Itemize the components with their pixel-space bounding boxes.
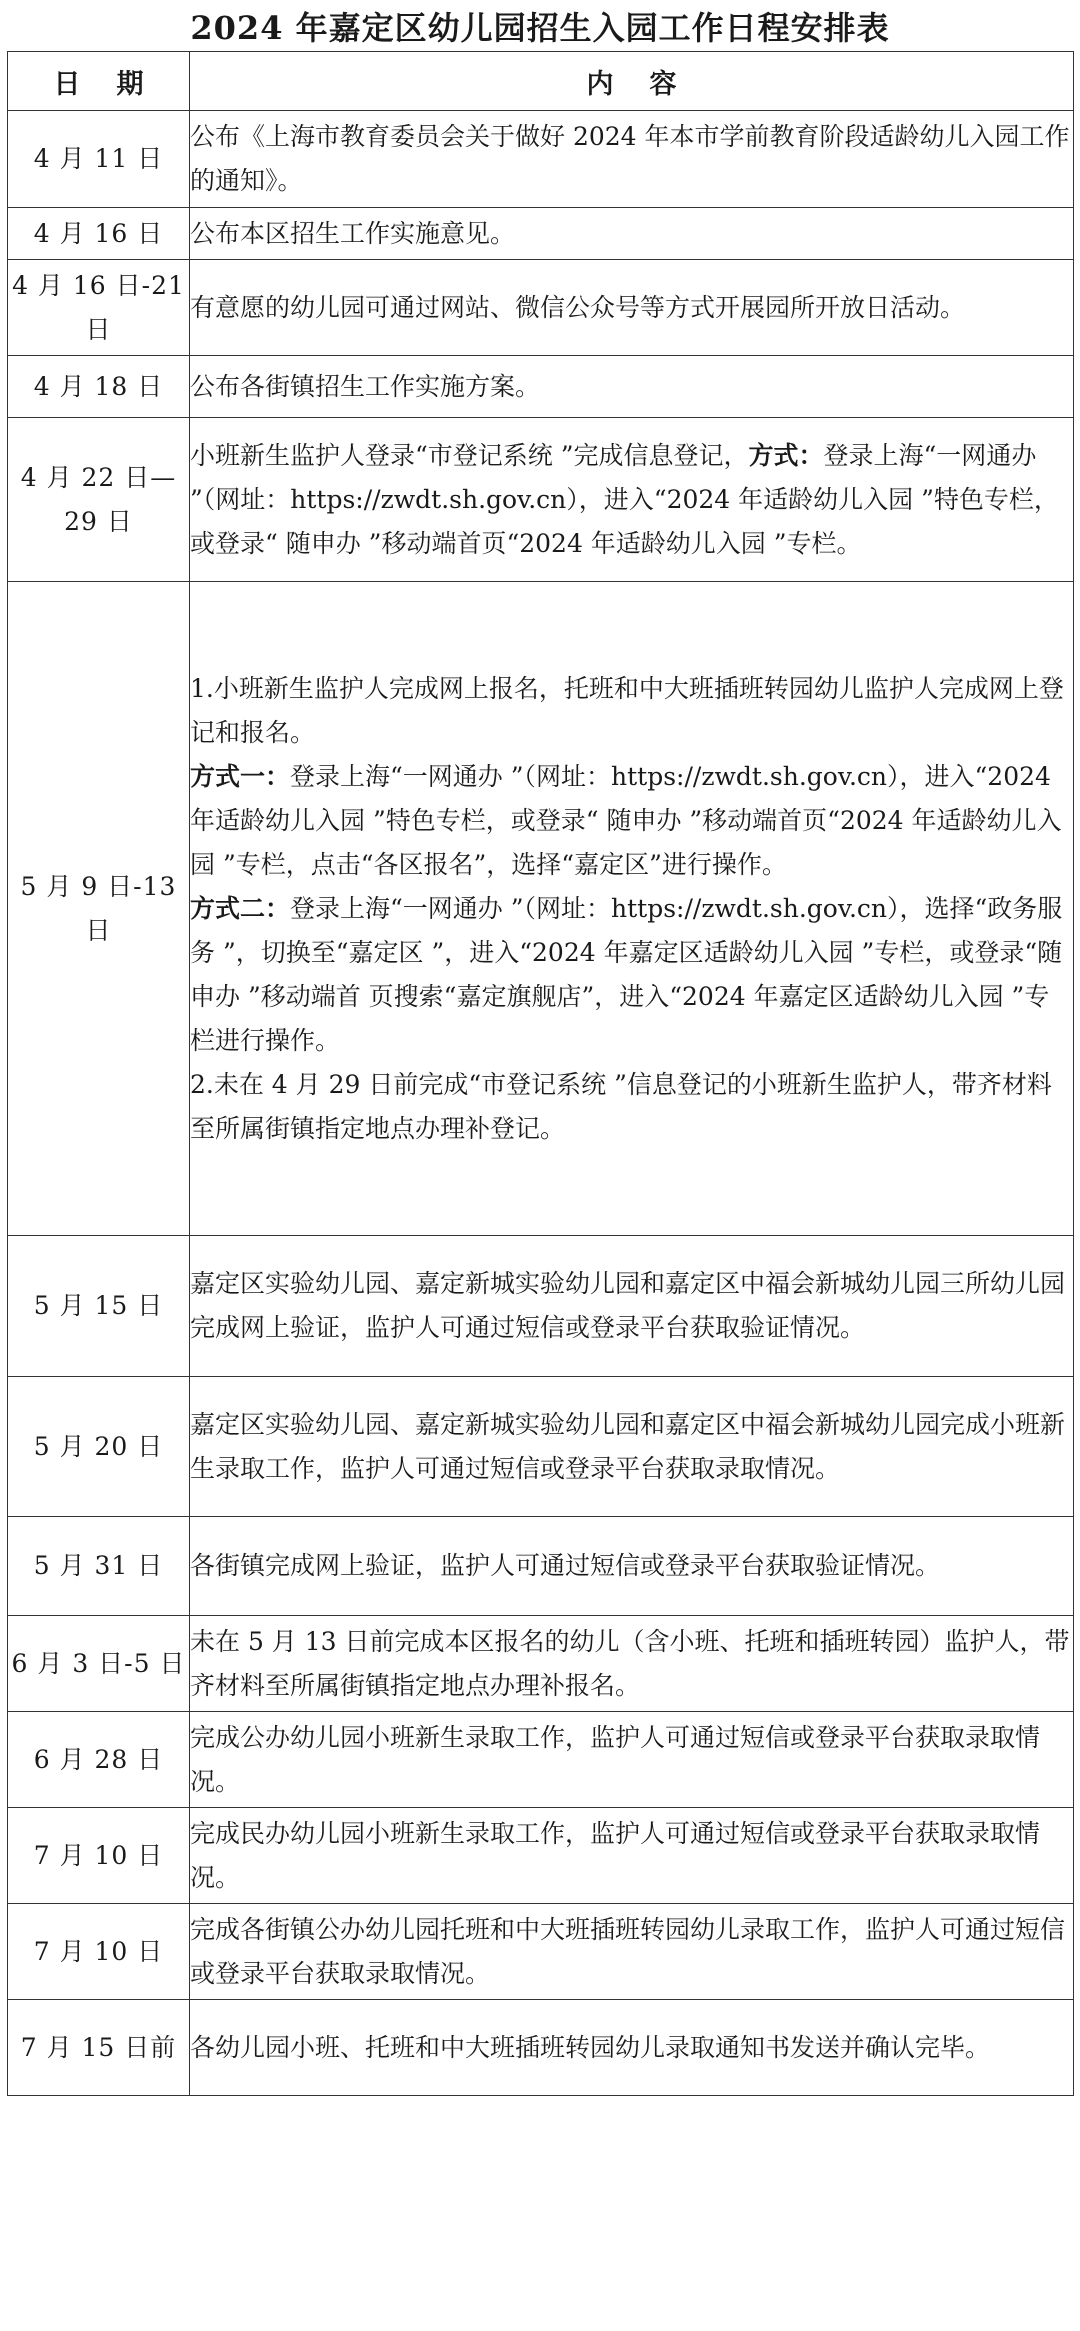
method-two-text: 登录上海“一网通办 ”（网址：https://zwdt.sh.gov.cn），选择“政务服务 ”，切换至“嘉定区 ”，进入“2024 年嘉定区适龄幼儿入园 ”专栏，或登录“随申办 ”移动端首 页搜索“嘉定旗舰店”，进入“2024 年嘉定区适龄幼儿入园 ”专栏进行操作。 xyxy=(190,893,1063,1055)
table-row xyxy=(8,111,1074,208)
row-content-text: 登录上海“一网通办 ”（网址：https://zwdt.sh.gov.cn），进入“2024 年适龄幼儿入园 ”特色专栏，或登录“ 随申办 ”移动端首页“2024 年适龄幼儿入园 ”专栏。 xyxy=(190,440,1059,558)
row-content-text: 小班新生监护人登录“市登记系统 ”完成信息登记， xyxy=(190,440,749,470)
table-row xyxy=(8,1904,1074,2000)
method-two xyxy=(190,887,1073,1063)
row-date: 4 月 18 日 xyxy=(8,356,190,418)
table-row xyxy=(8,418,1074,582)
row-date: 7 月 10 日 xyxy=(8,1808,190,1904)
row-date: 5 月 9 日-13 日 xyxy=(8,582,190,1236)
row-date: 5 月 15 日 xyxy=(8,1236,190,1377)
row-content: 公布本区招生工作实施意见。 xyxy=(190,208,1074,260)
row-content: 公布各街镇招生工作实施方案。 xyxy=(190,356,1074,418)
row-date: 5 月 31 日 xyxy=(8,1517,190,1616)
table-row xyxy=(8,356,1074,418)
row-content: 未在 5 月 13 日前完成本区报名的幼儿（含小班、托班和插班转园）监护人，带齐材料至所属街镇指定地点办理补报名。 xyxy=(190,1616,1074,1712)
table-row xyxy=(8,1808,1074,1904)
row-content: 嘉定区实验幼儿园、嘉定新城实验幼儿园和嘉定区中福会新城幼儿园完成小班新生录取工作，监护人可通过短信或登录平台获取录取情况。 xyxy=(190,1377,1074,1517)
row-date: 6 月 3 日-5 日 xyxy=(8,1616,190,1712)
method-one xyxy=(190,755,1073,887)
row-content: 完成公办幼儿园小班新生录取工作，监护人可通过短信或登录平台获取录取情况。 xyxy=(190,1712,1074,1808)
table-header-row xyxy=(8,52,1074,111)
schedule-table xyxy=(7,51,1074,2096)
row-content: 各幼儿园小班、托班和中大班插班转园幼儿录取通知书发送并确认完毕。 xyxy=(190,2000,1074,2096)
item-2-text: 2.未在 4 月 29 日前完成“市登记系统 ”信息登记的小班新生监护人，带齐材料至所属街镇指定地点办理补登记。 xyxy=(190,1069,1052,1143)
document-title: 2024 年嘉定区幼儿园招生入园工作日程安排表 xyxy=(190,9,890,47)
method-one-label: 方式一： xyxy=(190,761,291,791)
row-content xyxy=(190,418,1074,582)
header-date: 日期 xyxy=(8,52,190,111)
row-content: 公布《上海市教育委员会关于做好 2024 年本市学前教育阶段适龄幼儿入园工作的通知》。 xyxy=(190,111,1074,208)
row-date: 7 月 10 日 xyxy=(8,1904,190,2000)
header-content: 内容 xyxy=(190,52,1074,111)
table-row xyxy=(8,2000,1074,2096)
row-date: 4 月 11 日 xyxy=(8,111,190,208)
table-row xyxy=(8,1712,1074,1808)
row-date: 5 月 20 日 xyxy=(8,1377,190,1517)
row-content: 各街镇完成网上验证，监护人可通过短信或登录平台获取验证情况。 xyxy=(190,1517,1074,1616)
row-content: 完成民办幼儿园小班新生录取工作，监护人可通过短信或登录平台获取录取情况。 xyxy=(190,1808,1074,1904)
row-date: 7 月 15 日前 xyxy=(8,2000,190,2096)
row-date: 4 月 16 日-21 日 xyxy=(8,260,190,356)
table-row xyxy=(8,260,1074,356)
row-content: 嘉定区实验幼儿园、嘉定新城实验幼儿园和嘉定区中福会新城幼儿园三所幼儿园完成网上验证，监护人可通过短信或登录平台获取验证情况。 xyxy=(190,1236,1074,1377)
method-label: 方式： xyxy=(748,440,824,470)
table-row xyxy=(8,1517,1074,1616)
table-row xyxy=(8,1616,1074,1712)
table-row xyxy=(8,1377,1074,1517)
table-row xyxy=(8,582,1074,1236)
row-date: 4 月 16 日 xyxy=(8,208,190,260)
item-1-text: 1.小班新生监护人完成网上报名，托班和中大班插班转园幼儿监护人完成网上登记和报名。 xyxy=(190,673,1064,747)
table-row xyxy=(8,1236,1074,1377)
row-date: 6 月 28 日 xyxy=(8,1712,190,1808)
row-content: 完成各街镇公办幼儿园托班和中大班插班转园幼儿录取工作，监护人可通过短信或登录平台获取录取情况。 xyxy=(190,1904,1074,2000)
table-row xyxy=(8,208,1074,260)
row-content: 有意愿的幼儿园可通过网站、微信公众号等方式开展园所开放日活动。 xyxy=(190,260,1074,356)
method-one-text: 登录上海“一网通办 ”（网址：https://zwdt.sh.gov.cn），进入“2024 年适龄幼儿入园 ”特色专栏，或登录“ 随申办 ”移动端首页“2024 年适龄幼儿入园 ”专栏，点击“各区报名”，选择“嘉定区”进行操作。 xyxy=(190,761,1062,879)
row-date: 4 月 22 日—29 日 xyxy=(8,418,190,582)
method-two-label: 方式二： xyxy=(190,893,291,923)
row-content xyxy=(190,582,1074,1236)
